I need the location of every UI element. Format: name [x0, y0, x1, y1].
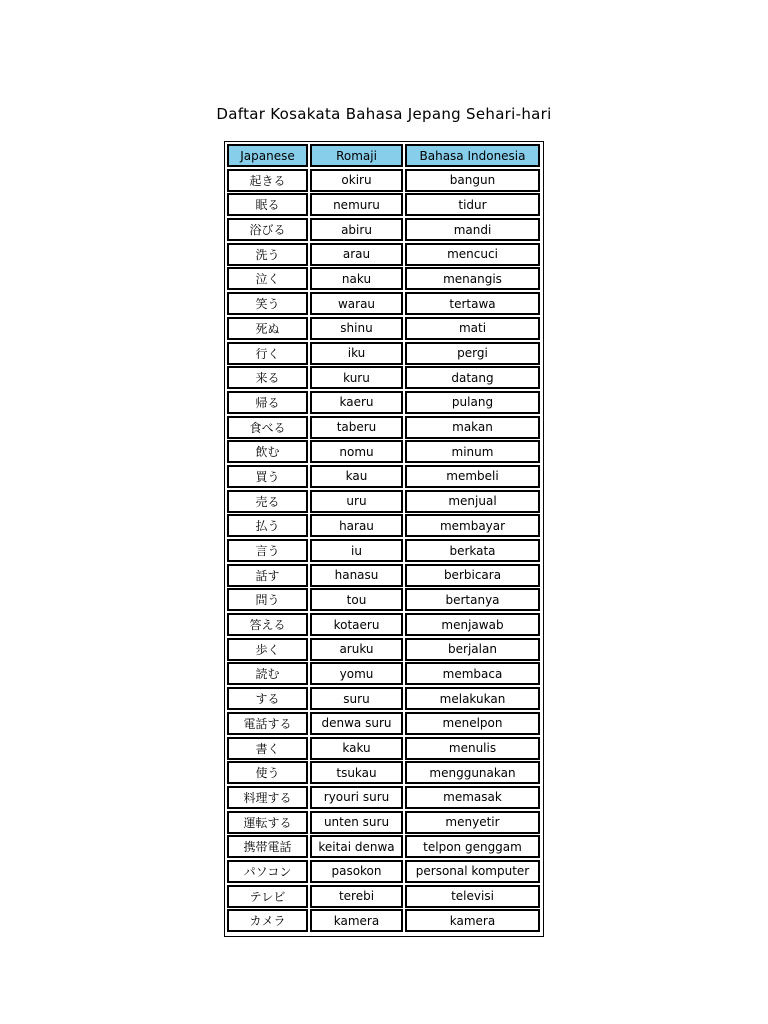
cell-japanese: 帰る — [227, 391, 308, 414]
cell-japanese: 答える — [227, 613, 308, 636]
table-row — [226, 464, 542, 489]
table-row — [226, 908, 542, 933]
cell-bahasa-indonesia: berjalan — [405, 638, 540, 661]
cell-romaji: nemuru — [310, 193, 403, 216]
table-row — [226, 341, 542, 366]
table-row — [226, 834, 542, 859]
cell-bahasa-indonesia: berbicara — [405, 564, 540, 587]
table-row — [226, 736, 542, 761]
cell-bahasa-indonesia: mati — [405, 317, 540, 340]
table-row — [226, 242, 542, 267]
cell-romaji: yomu — [310, 662, 403, 685]
cell-japanese: する — [227, 687, 308, 710]
table-header-row — [226, 143, 542, 168]
cell-japanese: 携帯電話 — [227, 835, 308, 858]
table-row — [226, 316, 542, 341]
cell-romaji: warau — [310, 292, 403, 315]
cell-romaji: iku — [310, 342, 403, 365]
cell-romaji: aruku — [310, 638, 403, 661]
cell-romaji: ryouri suru — [310, 786, 403, 809]
table-row — [226, 266, 542, 291]
cell-japanese: 行く — [227, 342, 308, 365]
cell-japanese: テレビ — [227, 885, 308, 908]
page-title: Daftar Kosakata Bahasa Jepang Sehari-hari — [216, 105, 552, 123]
table-row — [226, 661, 542, 686]
table-row — [226, 439, 542, 464]
table-row — [226, 612, 542, 637]
table-row — [226, 686, 542, 711]
cell-romaji: shinu — [310, 317, 403, 340]
cell-bahasa-indonesia: menelpon — [405, 712, 540, 735]
cell-japanese: 泣く — [227, 267, 308, 290]
cell-romaji: abiru — [310, 218, 403, 241]
table-row — [226, 884, 542, 909]
cell-romaji: uru — [310, 490, 403, 513]
cell-japanese: 食べる — [227, 416, 308, 439]
cell-bahasa-indonesia: mencuci — [405, 243, 540, 266]
table-row — [226, 859, 542, 884]
cell-romaji: okiru — [310, 169, 403, 192]
header-romaji: Romaji — [310, 144, 403, 167]
table-row — [226, 489, 542, 514]
cell-bahasa-indonesia: menjual — [405, 490, 540, 513]
cell-romaji: naku — [310, 267, 403, 290]
table-row — [226, 365, 542, 390]
cell-japanese: 洗う — [227, 243, 308, 266]
cell-bahasa-indonesia: kamera — [405, 909, 540, 932]
cell-romaji: hanasu — [310, 564, 403, 587]
cell-romaji: denwa suru — [310, 712, 403, 735]
cell-japanese: 買う — [227, 465, 308, 488]
cell-bahasa-indonesia: berkata — [405, 539, 540, 562]
cell-bahasa-indonesia: membaca — [405, 662, 540, 685]
vocabulary-table — [224, 141, 544, 937]
cell-romaji: tou — [310, 588, 403, 611]
cell-romaji: kuru — [310, 366, 403, 389]
cell-japanese: 運転する — [227, 811, 308, 834]
cell-japanese: 眠る — [227, 193, 308, 216]
cell-japanese: 笑う — [227, 292, 308, 315]
cell-japanese: 歩く — [227, 638, 308, 661]
cell-bahasa-indonesia: personal komputer — [405, 860, 540, 883]
table-row — [226, 538, 542, 563]
cell-japanese: カメラ — [227, 909, 308, 932]
cell-bahasa-indonesia: pulang — [405, 391, 540, 414]
cell-japanese: 売る — [227, 490, 308, 513]
cell-romaji: arau — [310, 243, 403, 266]
table-row — [226, 810, 542, 835]
cell-japanese: 問う — [227, 588, 308, 611]
cell-bahasa-indonesia: menulis — [405, 737, 540, 760]
cell-japanese: 書く — [227, 737, 308, 760]
table-row — [226, 168, 542, 193]
cell-japanese: 浴びる — [227, 218, 308, 241]
table-row — [226, 563, 542, 588]
cell-romaji: kamera — [310, 909, 403, 932]
table-row — [226, 291, 542, 316]
table-row — [226, 513, 542, 538]
table-row — [226, 217, 542, 242]
cell-bahasa-indonesia: menggunakan — [405, 761, 540, 784]
cell-japanese: 読む — [227, 662, 308, 685]
cell-japanese: 払う — [227, 514, 308, 537]
cell-bahasa-indonesia: tertawa — [405, 292, 540, 315]
cell-bahasa-indonesia: memasak — [405, 786, 540, 809]
cell-japanese: パソコン — [227, 860, 308, 883]
cell-bahasa-indonesia: menyetir — [405, 811, 540, 834]
cell-romaji: kotaeru — [310, 613, 403, 636]
table-row — [226, 415, 542, 440]
cell-bahasa-indonesia: datang — [405, 366, 540, 389]
cell-romaji: keitai denwa — [310, 835, 403, 858]
cell-bahasa-indonesia: pergi — [405, 342, 540, 365]
cell-bahasa-indonesia: melakukan — [405, 687, 540, 710]
table-row — [226, 587, 542, 612]
cell-japanese: 電話する — [227, 712, 308, 735]
table-row — [226, 760, 542, 785]
cell-bahasa-indonesia: tidur — [405, 193, 540, 216]
cell-romaji: harau — [310, 514, 403, 537]
cell-japanese: 使う — [227, 761, 308, 784]
header-bahasa-indonesia: Bahasa Indonesia — [405, 144, 540, 167]
cell-japanese: 起きる — [227, 169, 308, 192]
cell-bahasa-indonesia: bertanya — [405, 588, 540, 611]
table-row — [226, 637, 542, 662]
cell-bahasa-indonesia: telpon genggam — [405, 835, 540, 858]
cell-bahasa-indonesia: mandi — [405, 218, 540, 241]
cell-romaji: unten suru — [310, 811, 403, 834]
cell-japanese: 飲む — [227, 440, 308, 463]
cell-bahasa-indonesia: makan — [405, 416, 540, 439]
cell-bahasa-indonesia: membayar — [405, 514, 540, 537]
cell-japanese: 来る — [227, 366, 308, 389]
cell-romaji: iu — [310, 539, 403, 562]
cell-romaji: pasokon — [310, 860, 403, 883]
table-row — [226, 711, 542, 736]
cell-japanese: 言う — [227, 539, 308, 562]
cell-bahasa-indonesia: minum — [405, 440, 540, 463]
cell-japanese: 死ぬ — [227, 317, 308, 340]
cell-bahasa-indonesia: menjawab — [405, 613, 540, 636]
table-row — [226, 785, 542, 810]
cell-japanese: 話す — [227, 564, 308, 587]
cell-romaji: taberu — [310, 416, 403, 439]
table-row — [226, 192, 542, 217]
cell-romaji: kau — [310, 465, 403, 488]
cell-japanese: 料理する — [227, 786, 308, 809]
cell-bahasa-indonesia: televisi — [405, 885, 540, 908]
cell-romaji: kaku — [310, 737, 403, 760]
cell-bahasa-indonesia: menangis — [405, 267, 540, 290]
cell-romaji: suru — [310, 687, 403, 710]
table-row — [226, 390, 542, 415]
header-japanese: Japanese — [227, 144, 308, 167]
cell-romaji: tsukau — [310, 761, 403, 784]
cell-romaji: nomu — [310, 440, 403, 463]
cell-romaji: terebi — [310, 885, 403, 908]
cell-bahasa-indonesia: membeli — [405, 465, 540, 488]
cell-bahasa-indonesia: bangun — [405, 169, 540, 192]
cell-romaji: kaeru — [310, 391, 403, 414]
